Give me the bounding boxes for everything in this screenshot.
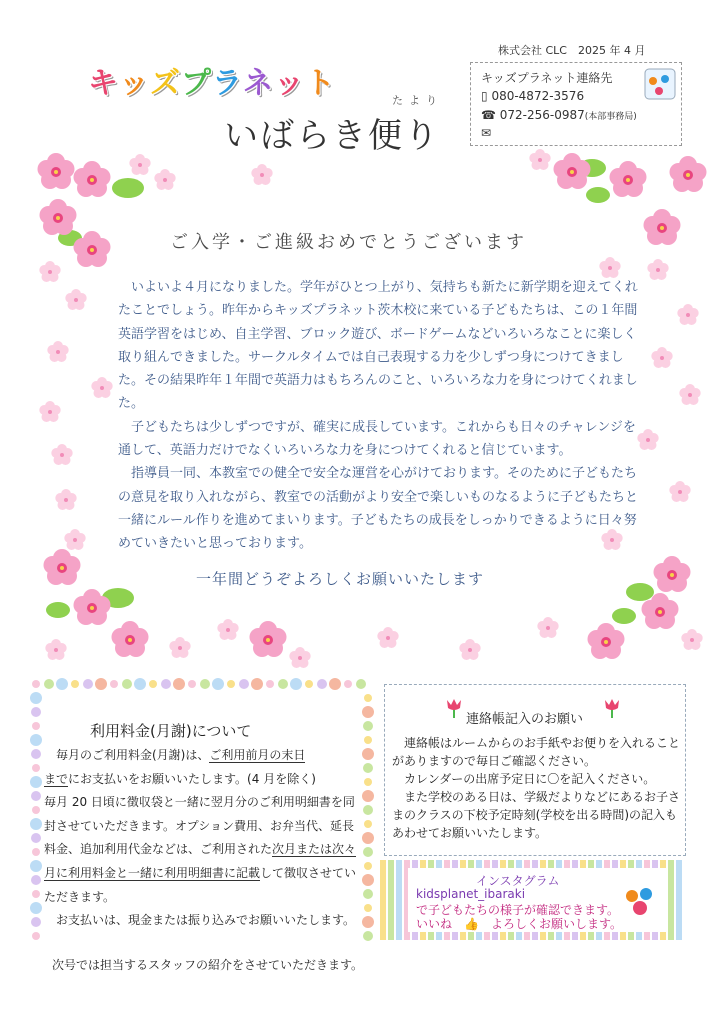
decor-dot bbox=[32, 764, 40, 772]
mobile-icon: ▯ bbox=[481, 89, 488, 103]
instagram-heading: インスタグラム bbox=[476, 874, 560, 888]
decor-dot bbox=[173, 678, 185, 690]
greeting-body bbox=[118, 276, 638, 556]
decor-dot bbox=[161, 679, 171, 689]
tulip-icon bbox=[602, 696, 622, 720]
brand-logo bbox=[88, 58, 336, 102]
phone-note: (本部事務局) bbox=[584, 112, 637, 122]
decor-stripe bbox=[396, 860, 402, 940]
fee-title: 利用料金(月謝)について bbox=[90, 722, 252, 740]
decor-dot bbox=[149, 680, 157, 688]
decor-dot bbox=[251, 678, 263, 690]
decor-dot bbox=[364, 862, 372, 870]
mail-icon: ✉ bbox=[481, 126, 492, 140]
decor-dot bbox=[363, 805, 373, 815]
fee-deadline-end: まで bbox=[44, 771, 69, 786]
fee-text-a: 毎月のご利用料金(月謝)は、 bbox=[44, 748, 210, 762]
decor-dot bbox=[122, 679, 132, 689]
decor-dot bbox=[364, 904, 372, 912]
decor-dot bbox=[239, 679, 249, 689]
company-date: 株式会社 CLC 2025 年 4 月 bbox=[498, 44, 646, 57]
tulip-icon bbox=[444, 696, 464, 720]
decor-dot bbox=[31, 833, 41, 843]
decor-stripe bbox=[668, 860, 674, 940]
contact-heading: キッズプラネット連絡先 bbox=[481, 71, 613, 85]
decor-dot bbox=[31, 791, 41, 801]
fee-body bbox=[44, 744, 364, 933]
decor-dot bbox=[30, 692, 42, 704]
decor-dot bbox=[212, 678, 224, 690]
fee-text-d: にお支払いをお願いいたします。(4 月を除く) bbox=[68, 771, 316, 786]
decor-dot bbox=[31, 749, 41, 759]
decor-dot bbox=[266, 680, 274, 688]
decor-dot bbox=[363, 721, 373, 731]
title-ruby: たより bbox=[392, 94, 443, 107]
fee-detail: 毎月 20 日頃に徴収袋と一緒に翌月分のご利用明細書を同封させていただきます。オプション費用、お弁当代、延長料金、追加利用代金などは、ご利用された bbox=[44, 795, 355, 857]
decor-dot bbox=[32, 806, 40, 814]
decor-dot bbox=[344, 680, 352, 688]
decor-dot bbox=[329, 678, 341, 690]
decor-dot bbox=[95, 678, 107, 690]
decor-dot bbox=[364, 820, 372, 828]
decor-dot bbox=[31, 875, 41, 885]
body-paragraph: 指導員一同、本教室での健全で安全な運営を心がけております。そのために子どもたちの意見を取り入れながら、教室での活動がより安全で楽しいものなるように子どもたちと一緒にルール作りを進めてまいります。子どもたちの成長をしっかりできるように日々努めていきたいと思っております。 bbox=[118, 466, 639, 552]
decor-dot bbox=[30, 860, 42, 872]
decor-dot bbox=[364, 778, 372, 786]
decor-dot bbox=[363, 889, 373, 899]
logo-char: キ bbox=[88, 66, 119, 101]
decor-dot bbox=[290, 678, 302, 690]
decor-dot bbox=[364, 694, 372, 702]
kids-illustration-icon bbox=[643, 67, 677, 107]
decor-stripe bbox=[380, 860, 386, 940]
mobile-number: 080-4872-3576 bbox=[491, 89, 585, 103]
instagram-line2: いいね 👍 よろしくお願いします。 bbox=[416, 917, 622, 931]
decor-dot bbox=[44, 679, 54, 689]
decor-dot bbox=[32, 890, 40, 898]
closing-line: 一年間どうぞよろしくお願いいたします bbox=[196, 570, 485, 588]
greeting-heading: ご入学・ご進級おめでとうございます bbox=[170, 232, 527, 253]
decor-dot bbox=[30, 818, 42, 830]
fee-detail-end: して徴収させていただきます。 bbox=[44, 865, 357, 904]
decor-dot bbox=[278, 679, 288, 689]
next-issue-note: 次号では担当するスタッフの紹介をさせていただきます。 bbox=[52, 958, 364, 972]
decor-dot bbox=[32, 722, 40, 730]
decor-dot bbox=[32, 680, 40, 688]
logo-char: ト bbox=[305, 66, 336, 101]
leaf-icon bbox=[112, 178, 144, 198]
notebook-line: また学校のある日は、学級だよりなどにあるお子さまのクラスの下校予定時刻(学校を出る時間)の記入もあわせてお願いいたします。 bbox=[392, 790, 681, 840]
decor-dot bbox=[356, 679, 366, 689]
decor-dot bbox=[30, 902, 42, 914]
decor-dot bbox=[305, 680, 313, 688]
decor-dot bbox=[227, 680, 235, 688]
decor-dot bbox=[71, 680, 79, 688]
decor-dot bbox=[363, 763, 373, 773]
decor-dot bbox=[30, 734, 42, 746]
decor-dot bbox=[32, 848, 40, 856]
contact-mobile bbox=[481, 89, 584, 103]
logo-char: ズ bbox=[150, 66, 181, 101]
fee-detail-underlined: 次月または次々月に利用料金と一緒に利用明細書に記載 bbox=[44, 842, 357, 880]
decor-dot bbox=[363, 847, 373, 857]
decor-dot bbox=[56, 678, 68, 690]
decor-dot bbox=[110, 680, 118, 688]
decor-dot bbox=[134, 678, 146, 690]
decor-dot bbox=[31, 707, 41, 717]
decor-dot bbox=[188, 680, 196, 688]
logo-char: プ bbox=[181, 66, 212, 101]
notebook-line: 連絡帳はルームからのお手紙やお便りを入れることがありますので毎日ご確認ください。 bbox=[392, 736, 681, 768]
newsletter-title: いばらき便り bbox=[224, 116, 440, 156]
kids-illustration-icon bbox=[622, 884, 658, 920]
notebook-line: カレンダーの出席予定日に〇を記入ください。 bbox=[392, 772, 656, 786]
decor-stripe bbox=[676, 860, 682, 940]
instagram-line1: で子どもたちの様子が確認できます。 bbox=[416, 903, 620, 917]
logo-char: ラ bbox=[212, 66, 243, 101]
decor-dot bbox=[363, 931, 373, 941]
fee-deadline: ご利用前月の末日 bbox=[209, 748, 306, 762]
decor-dot bbox=[364, 736, 372, 744]
contact-mail bbox=[481, 126, 491, 140]
decor-dot bbox=[31, 917, 41, 927]
phone-number: 072-256-0987 bbox=[499, 108, 585, 122]
logo-char: ネ bbox=[243, 66, 274, 101]
decor-dot bbox=[32, 932, 40, 940]
contact-phone bbox=[481, 108, 637, 122]
decor-dot bbox=[83, 679, 93, 689]
notebook-title: 連絡帳記入のお願い bbox=[466, 712, 584, 727]
decor-dot bbox=[200, 679, 210, 689]
body-paragraph: 子どもたちは少しずつですが、確実に成長しています。これからも日々のチャレンジを通して、英語力だけでなくいろいろな力を身につけてくれると信じています。 bbox=[118, 419, 636, 459]
decor-dot bbox=[362, 706, 374, 718]
contact-box bbox=[470, 62, 682, 146]
logo-char: ッ bbox=[119, 66, 150, 101]
notebook-body bbox=[392, 734, 684, 842]
instagram-account[interactable]: kidsplanet_ibaraki bbox=[416, 887, 526, 901]
phone-icon: ☎ bbox=[481, 108, 496, 122]
decor-stripe bbox=[388, 860, 394, 940]
logo-char: ッ bbox=[274, 66, 305, 101]
decor-dot bbox=[317, 679, 327, 689]
fee-payment: お支払いは、現金または振り込みでお願いいたします。 bbox=[44, 913, 356, 928]
body-paragraph: いよいよ４月になりました。学年がひとつ上がり、気持ちも新たに新学期を迎えてくれたことでしょう。昨年からキッズプラネット茨木校に来ている子どもたちは、この１年間英語学習をはじめ、自主学習、ブロック遊び、ボードゲームなどいろいろなことに楽しく取り組んできました。サークルタイムでは自己表現する力を少しずつ身につけてきました。その結果昨年１年間で英語力はもちろんのこと、いろいろな力を身につけてくれました。 bbox=[118, 280, 638, 412]
decor-dot bbox=[30, 776, 42, 788]
